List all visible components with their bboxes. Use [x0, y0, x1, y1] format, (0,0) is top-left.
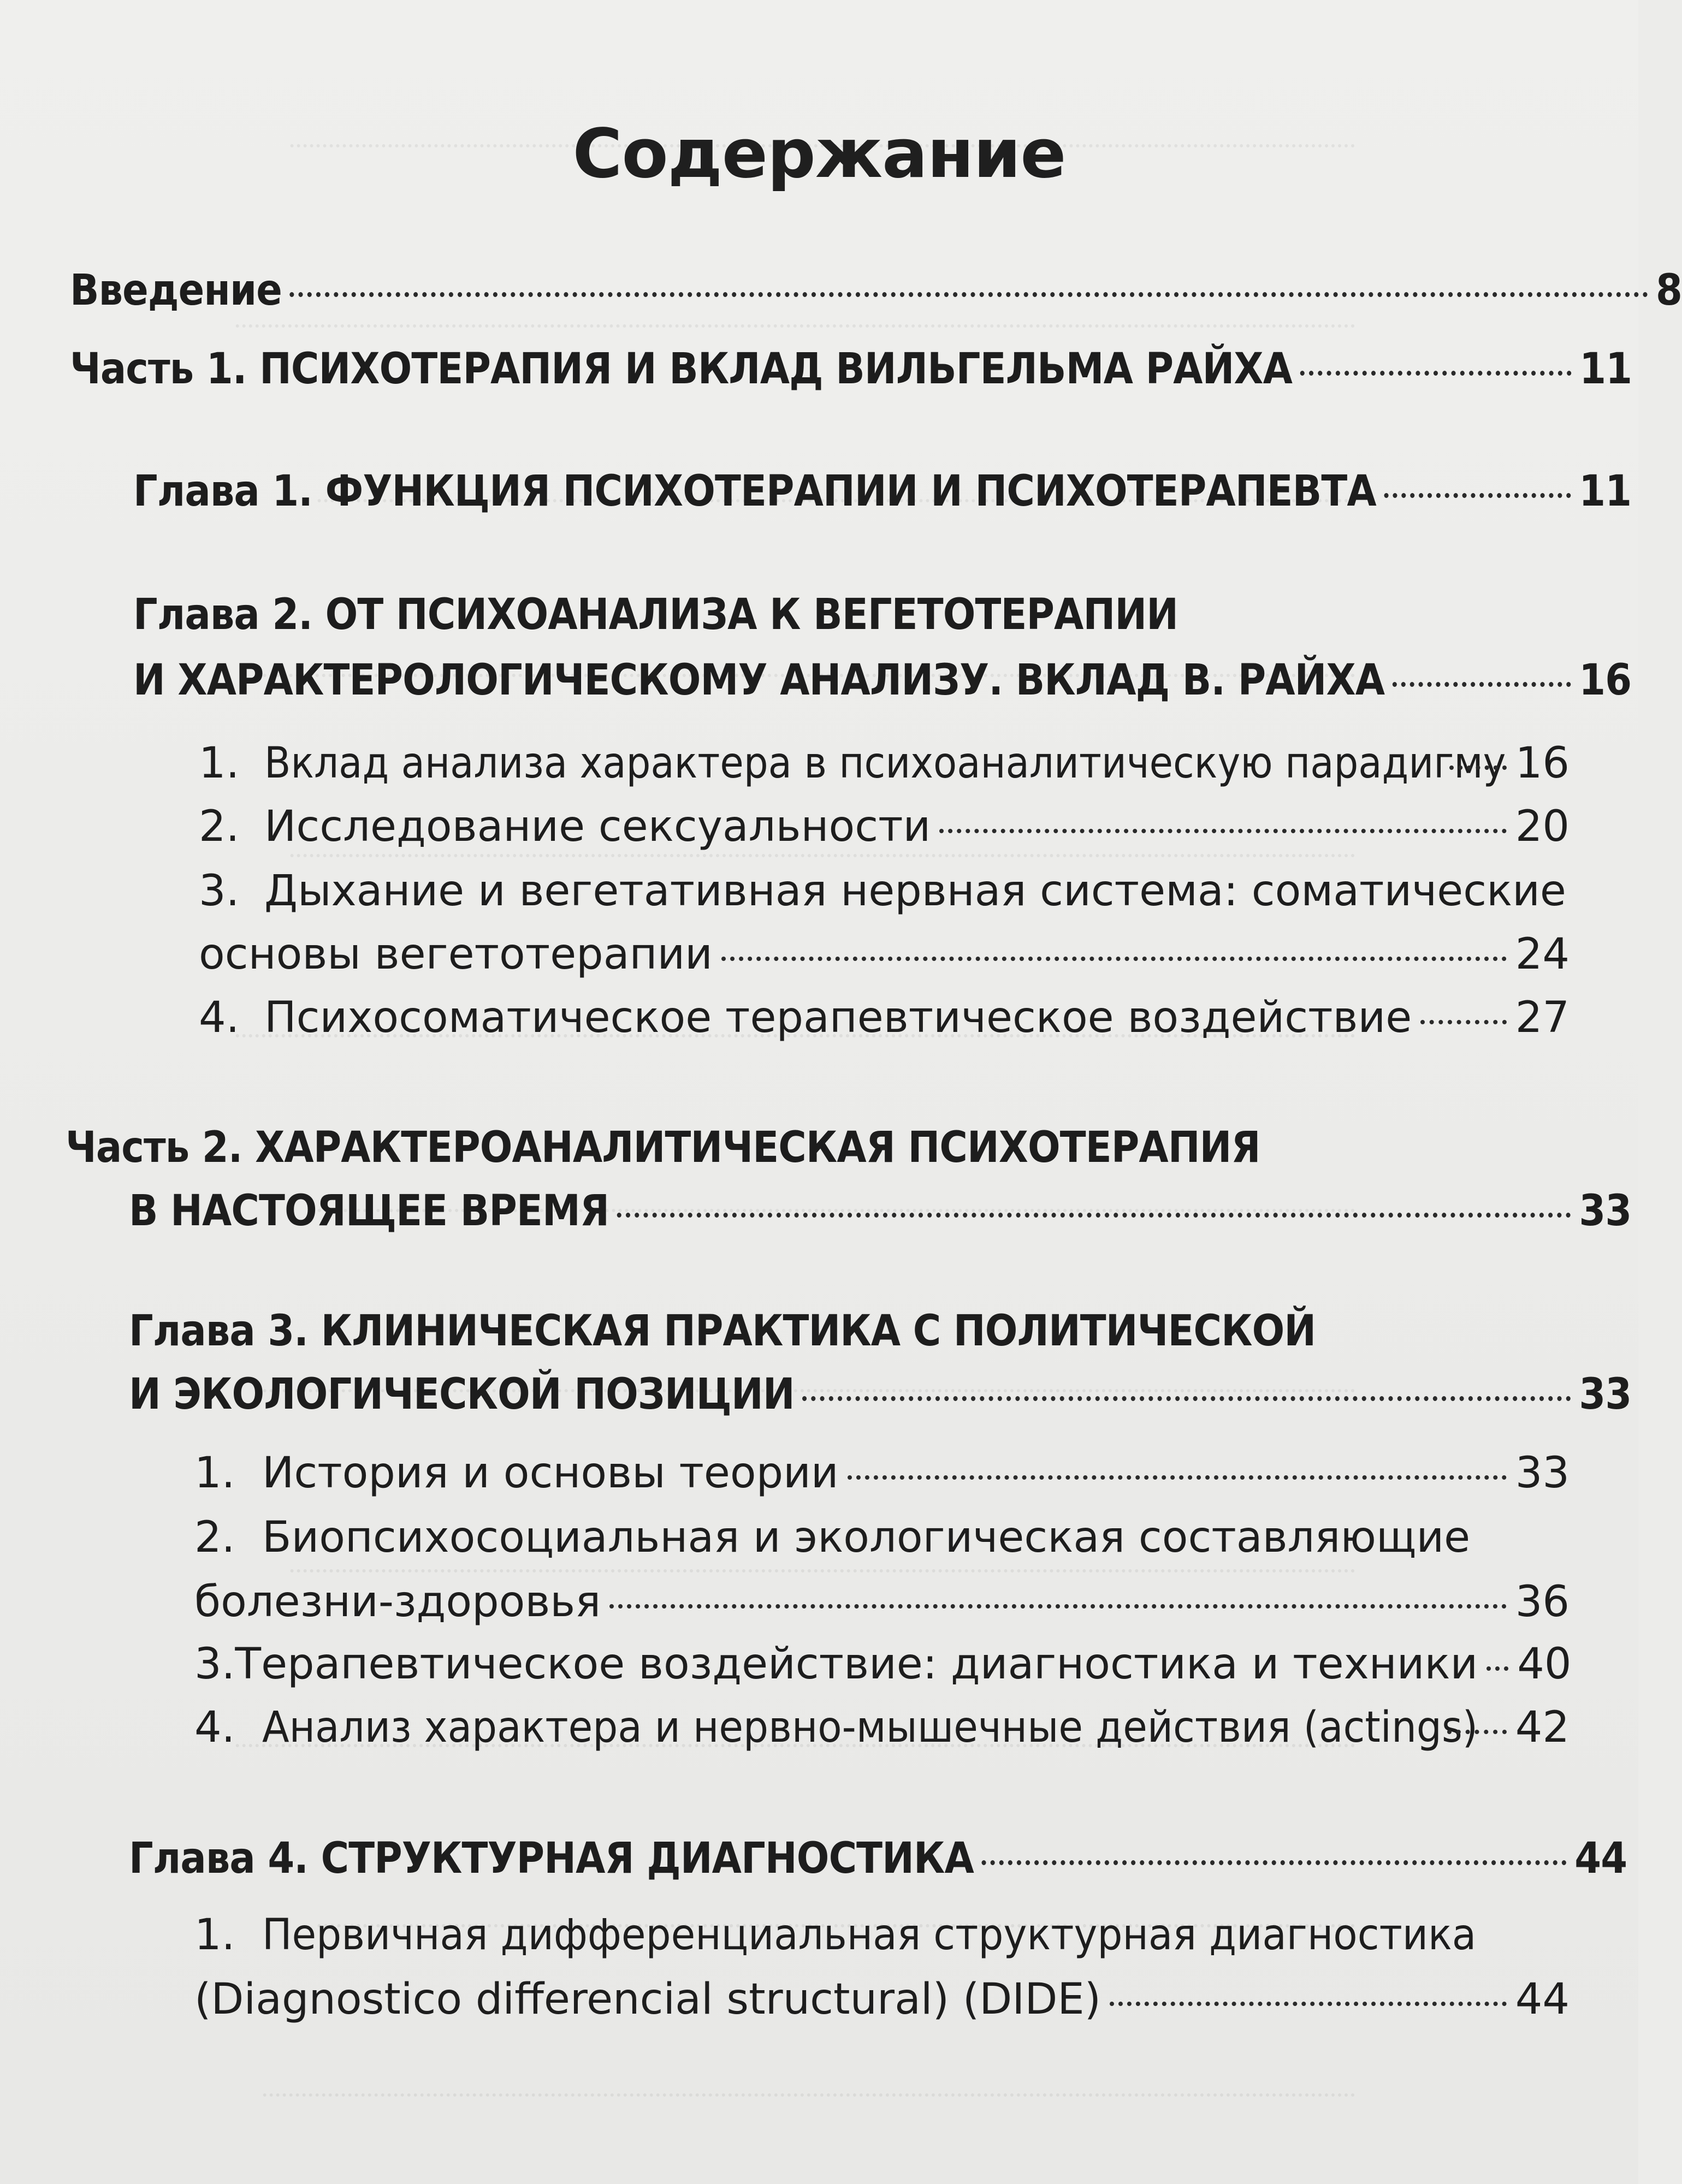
dot-leader — [1300, 371, 1571, 376]
toc-entry-title-line-2: основы вегетотерапии — [199, 930, 713, 979]
toc-entry-section[interactable] — [199, 992, 1570, 1044]
toc-entry-title: Анализ характера и нервно-мышечные действия (actings) — [262, 1703, 1478, 1752]
toc-section-number: 1. — [194, 1910, 235, 1960]
toc-entry-title-line-1: Первичная дифференциальная структурная диагностика — [262, 1910, 1477, 1960]
toc-page-number: 40 — [1517, 1640, 1572, 1689]
toc-entry-section[interactable] — [199, 800, 1570, 853]
toc-entry-title-line-2: болезни-здоровья — [194, 1577, 601, 1627]
dot-leader — [1110, 2002, 1507, 2006]
toc-section-number: 2. — [194, 1513, 235, 1562]
toc-entry-section[interactable] — [199, 928, 1570, 981]
toc-entry-chapter-1[interactable] — [133, 465, 1631, 518]
dot-leader — [721, 957, 1507, 961]
toc-entry-title-line-2: (Diagnostico differencial structural) (DIDE) — [194, 1975, 1101, 2024]
toc-entry-title-line-1: Дыхание и вегетативная нервная система: соматические — [264, 867, 1566, 916]
toc-page-number: 44 — [1515, 1975, 1570, 2024]
toc-entry-part-2-line-1[interactable]: Часть 2. ХАРАКТЕРОАНАЛИТИЧЕСКАЯ ПСИХОТЕРАПИЯ — [66, 1123, 1260, 1172]
toc-page-number: 33 — [1579, 1370, 1632, 1419]
toc-page-number: 44 — [1574, 1834, 1627, 1883]
toc-entry-title-line-2: В НАСТОЯЩЕЕ ВРЕМЯ — [129, 1186, 609, 1236]
toc-entry-title: Глава 1. ФУНКЦИЯ ПСИХОТЕРАПИИ И ПСИХОТЕРАПЕВТА — [133, 467, 1376, 516]
toc-entry-introduction[interactable] — [70, 264, 1682, 317]
toc-entry-part-1[interactable] — [70, 343, 1632, 395]
dot-leader — [981, 1860, 1567, 1865]
toc-entry-title: Введение — [70, 266, 282, 315]
toc-entry-section[interactable] — [194, 1638, 1570, 1690]
dot-leader — [1486, 1666, 1508, 1671]
dot-leader — [848, 1475, 1507, 1480]
toc-entry-title: История и основы теории — [262, 1449, 839, 1498]
toc-page-number: 24 — [1515, 930, 1570, 979]
toc-section-number: 4. — [194, 1703, 235, 1752]
toc-page-number: 11 — [1579, 345, 1632, 394]
dot-leader — [1384, 493, 1571, 498]
toc-entry-chapter-2-line-1[interactable]: Глава 2. ОТ ПСИХОАНАЛИЗА К ВЕГЕТОТЕРАПИИ — [133, 590, 1178, 639]
toc-entry-title: Глава 4. СТРУКТУРНАЯ ДИАГНОСТИКА — [129, 1834, 974, 1883]
toc-page-number: 16 — [1579, 656, 1632, 705]
toc-entry-part-2[interactable] — [129, 1185, 1631, 1237]
toc-entry-chapter-4[interactable] — [129, 1832, 1627, 1885]
toc-page-number: 16 — [1515, 739, 1570, 788]
toc-entry-title: Исследование сексуальности — [264, 802, 931, 851]
toc-entry-title-line-2: И ЭКОЛОГИЧЕСКОЙ ПОЗИЦИИ — [129, 1370, 795, 1419]
toc-entry-chapter-3[interactable] — [129, 1368, 1631, 1421]
dot-leader — [1393, 682, 1571, 687]
toc-page-number: 36 — [1515, 1577, 1570, 1627]
toc-page-number: 33 — [1579, 1186, 1632, 1236]
toc-page-number: 11 — [1579, 467, 1632, 516]
toc-entry-chapter-2[interactable] — [133, 654, 1631, 707]
dot-leader — [802, 1396, 1571, 1401]
toc-section-number: 1. — [194, 1449, 235, 1498]
toc-page-number: 20 — [1515, 802, 1570, 851]
dot-leader — [1447, 1730, 1507, 1734]
toc-section-number: 1. — [199, 739, 240, 788]
toc-entry-title: Вклад анализа характера в психоаналитическую парадигму — [264, 739, 1506, 788]
dot-leader — [1449, 765, 1507, 770]
toc-entry-section[interactable] — [194, 1701, 1570, 1754]
toc-section-number: 3. — [194, 1640, 235, 1689]
dot-leader — [609, 1604, 1507, 1609]
toc-entry-title-line-2: И ХАРАКТЕРОЛОГИЧЕСКОМУ АНАЛИЗУ. ВКЛАД В. РАЙХА — [133, 656, 1385, 705]
toc-page-number: 42 — [1515, 1703, 1570, 1752]
toc-entry-section[interactable] — [194, 1447, 1570, 1499]
toc-page-number: 27 — [1515, 993, 1570, 1042]
toc-section-number: 4. — [199, 993, 240, 1042]
toc-entry-section[interactable] — [194, 1576, 1570, 1628]
toc-page-number: 8 — [1656, 266, 1682, 315]
toc-entry-section[interactable] — [194, 1973, 1570, 2026]
toc-section-number: 2. — [199, 802, 240, 851]
toc-section-number: 3. — [199, 867, 240, 916]
toc-page-number: 33 — [1515, 1449, 1570, 1498]
page-title: Содержание — [572, 115, 1066, 193]
toc-entry-title: Часть 1. ПСИХОТЕРАПИЯ И ВКЛАД ВИЛЬГЕЛЬМА РАЙХА — [70, 345, 1293, 394]
toc-entry-title: Терапевтическое воздействие: диагностика и техники — [235, 1640, 1478, 1689]
toc-entry-section-line-1[interactable] — [199, 865, 1566, 917]
toc-entry-title-line-1: Биопсихосоциальная и экологическая составляющие — [262, 1513, 1471, 1562]
dot-leader — [1420, 1020, 1507, 1024]
toc-entry-section-line-1[interactable] — [194, 1511, 1470, 1564]
toc-entry-chapter-3-line-1[interactable]: Глава 3. КЛИНИЧЕСКАЯ ПРАКТИКА С ПОЛИТИЧЕСКОЙ — [129, 1307, 1316, 1356]
toc-entry-title: Психосоматическое терапевтическое воздействие — [264, 993, 1412, 1042]
dot-leader — [939, 829, 1506, 833]
dot-leader — [617, 1213, 1572, 1218]
toc-entry-section[interactable] — [199, 737, 1570, 790]
toc-entry-section-line-1[interactable] — [194, 1909, 1568, 1961]
dot-leader — [289, 292, 1648, 297]
